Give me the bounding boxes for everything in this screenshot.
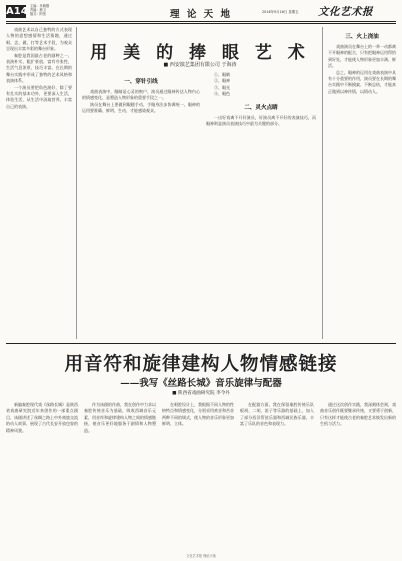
editor-line: 版式：阿里 xyxy=(30,12,46,17)
header-rule-thin xyxy=(6,23,396,24)
paragraph: 新编秦腔现代戏《丝路长城》是陕西省戏曲研究院近年来创作的一部重点剧目，该剧讲述了丝绸之路上中外商旅交流的动人故事，展现了古代长安开放包容的精神风貌。 xyxy=(6,402,78,433)
header-rule xyxy=(6,21,396,22)
editor-line: 主编：乔晓刚 xyxy=(30,4,50,8)
paragraph: 戏曲艺术以自己独特的方式表现人物的思想感情和生活情趣，通过唱、念、做、打等艺术手段，为观众呈现出丰富多彩的舞台形象。 xyxy=(6,27,72,52)
column-divider xyxy=(322,27,323,339)
list-item: ①、眼睛 xyxy=(214,72,230,77)
article2-column xyxy=(6,402,78,550)
page-number: A14 xyxy=(6,6,28,17)
paragraph: 一出好戏离不开好演员，好演员离不开好的表演技巧，而眼神则是演员表演技巧中最为关键的部分。 xyxy=(206,114,316,127)
paragraph: 戏曲演员在舞台上的一举一动都离不开眼神的配合，只有把眼神运用得恰到好处，才能使人物形象更加丰满、鲜活。 xyxy=(328,44,396,69)
article1-column-left xyxy=(6,27,72,339)
paragraph: 在配器方面，我在保留秦腔传统乐队板胡、二胡、笛子等乐器的基础上，加入了部分西洋管弦乐器和西域民族乐器，丰富了乐队的音色和表现力。 xyxy=(240,402,314,427)
article2-column xyxy=(162,402,234,550)
newspaper-logo: 文化艺术报 xyxy=(318,6,373,18)
article1-column-middle xyxy=(82,72,200,339)
subheading: 二、灵火点睛 xyxy=(244,104,278,111)
article2-column xyxy=(84,402,156,550)
list-item: ②、眼神 xyxy=(214,78,230,84)
issue-date: 2016年9月16日 星期五 xyxy=(262,10,299,14)
page-footer: 文化艺术报 理论天地 xyxy=(186,554,216,558)
paragraph: 秦腔是我国最古老的剧种之一，表演朴实，粗犷豪放，富有夸张性，生活气息浓厚，技巧丰富。在长期的舞台实践中形成了独特的艺术风格和表演体系。 xyxy=(6,52,72,84)
section-title: 理 论 天 地 xyxy=(170,9,232,20)
paragraph: 在唱腔设计上，我根据不同人物的性格特点和情感变化，分别采用欢音和苦音两种不同的调式，使人物的音乐形象更加鲜明、立体。 xyxy=(162,402,234,427)
editor-line: 责编：鹿卫 xyxy=(30,8,46,13)
article1-title: 用 美 的 捧 眼 艺 术 xyxy=(90,43,310,63)
column-divider xyxy=(76,27,77,339)
paragraph: 一个演员要把角色演好，除了要有扎实的基本功外，更要深入生活，体验生活，从生活中汲取营养，丰富自己的表演。 xyxy=(6,84,72,109)
article2-column xyxy=(240,402,314,550)
article-divider xyxy=(6,343,396,344)
subheading: 一、穿针引线 xyxy=(124,79,158,85)
article2-byline: ■ 陕西省戏曲研究院 李今丹 xyxy=(172,391,230,396)
paragraph: 作为该剧的作曲，我在创作中力求以秦腔传统音乐为基础，吸收西域音乐元素，用音符和旋律建构人物之间的情感链接，使音乐更好地服务于剧情和人物塑造。 xyxy=(84,402,156,433)
article1-byline: ■ 西安演艺集团有限公司 于海涛 xyxy=(163,62,237,68)
article2-subtitle: ——我写《丝路长城》音乐旋律与配器 xyxy=(120,378,282,389)
article1-column-far-right xyxy=(328,27,396,339)
article1-column-right xyxy=(206,72,316,339)
paragraph: 演员在舞台上要做到眼随手动，手眼身法步协调统一，眼神的运用要准确、鲜明、生动，才能感染观众。 xyxy=(82,101,200,114)
article2-column xyxy=(320,402,396,550)
paragraph: 戏曲表演中，眼睛是心灵的窗户，演员通过眼神传达人物内心的情感变化，是塑造人物形象的重要手段之一。 xyxy=(82,89,200,101)
subheading: 三、火上浇油 xyxy=(345,34,379,40)
list-item: ④、眼色 xyxy=(214,91,230,97)
article2-title: 用音符和旋律建构人物情感链接 xyxy=(64,354,338,375)
paragraph: 通过这次创作实践，我深刻体会到，戏曲音乐创作既要继承传统，又要勇于创新，只有这样才能使古老的秦腔艺术焕发出新的生机与活力。 xyxy=(320,402,396,427)
paragraph: 总之，眼神的运用在戏曲表演中具有十分重要的作用，演员要在长期的舞台实践中不断摸索、不断总结，才能真正做到以神传情，以情动人。 xyxy=(328,69,396,94)
list-item: ③、眼光 xyxy=(214,84,230,90)
